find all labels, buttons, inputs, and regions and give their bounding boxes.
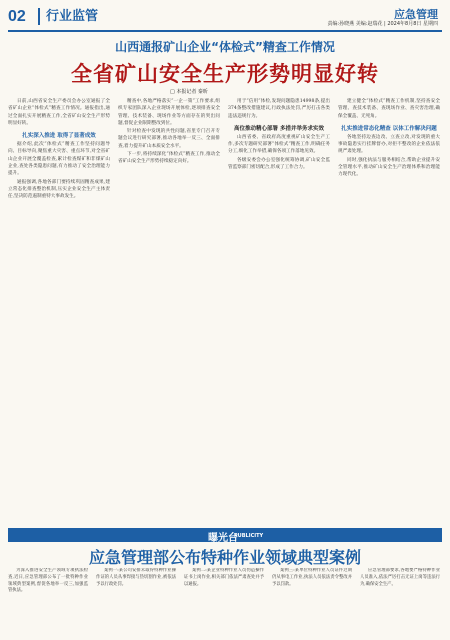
article-column-4 [338, 98, 440, 528]
bottom-body [8, 568, 442, 634]
bottom-column-2 [96, 568, 176, 634]
section-title: 行业监管 [38, 8, 98, 25]
exposure-tag: PUBLICITY [234, 533, 264, 539]
paragraph: 案例三:某单位特种作业人员证件过期仍从事电工作业,执法人员依法责令整改并予以罚款。 [272, 568, 352, 587]
article-column-2 [118, 98, 220, 528]
paragraph: 精查中,各地严格落实“一企一策”工作要求,组织专家团队深入企业现场开展体检,逐项排查安全管理、技术装备、现场作业等方面存在的突出问题,督促企业限期整改到位。 [118, 99, 220, 126]
exposure-title: 曝光台 [208, 533, 238, 544]
issue-meta: 责编:孙晓燕 美编:赵瑞花 | 2024年8月8日 星期四 [327, 21, 438, 27]
article-body [8, 98, 442, 528]
page-header [8, 6, 442, 32]
paragraph: 各级安委会办公室强化统筹协调,矿山安全监管监察部门密切配合,形成了工作合力。 [228, 157, 330, 171]
paragraph: 应急管理部要求,各地要严格特种作业人员准入,依法严厉打击无证上岗等违法行为,确保安全生产。 [360, 568, 440, 587]
paragraph: 各地坚持边查边改、立查立改,对发现的重大事故隐患实行挂牌督办,对拒不整改的企业依法依规严肃处理。 [338, 134, 440, 155]
paragraph: 针对检查中发现的共性问题,省里专门召开专题会议进行研究部署,推动各地举一反三、全面排查,着力提升矿山本质安全水平。 [118, 129, 220, 149]
article-subhead: 山西通报矿山企业“体检式”精查工作情况 [115, 40, 335, 54]
bottom-column-5 [360, 568, 440, 634]
paragraph: 案例一:某公司安排未取得特种作业操作证的人员从事焊接与热切割作业,被依法予以行政处罚。 [96, 568, 176, 587]
exposure-banner [8, 528, 442, 542]
page-number: 02 [8, 8, 26, 25]
paragraph: 用于“信用”体检,发现问题隐患14998条,提出374条整改措施建议,行政执法处罚,严厉打击各类违法违规行为。 [228, 99, 330, 119]
article-headline: 全省矿山安全生产形势明显好转 [71, 61, 379, 86]
paragraph: 建立健全“体检式”精查工作机制,坚持查安全管理、查技术装备、查现场作业、查灾害治理,确保全覆盖、无死角。 [338, 99, 440, 119]
paragraph: 下一步,将持续深化“体检式”精查工作,推动全省矿山安全生产形势持续稳定向好。 [118, 152, 220, 165]
bottom-column-1 [8, 568, 88, 634]
bottom-column-4 [272, 568, 352, 634]
bottom-column-3 [184, 568, 264, 634]
paragraph: 据介绍,此次“体检式”精查工作坚持问题导向、目标导向,聚焦重大灾害、重点环节,对全省矿山企业开展全覆盖检查,累计检查煤矿和非煤矿山企业,查处各类隐患问题,有力推动了安全治理能力提升。 [8, 142, 110, 177]
paragraph: 通报强调,各地各部门要持续巩固精查成果,建立常态化排查整治机制,压实企业安全生产主体责任,坚决防范遏制重特大事故发生。 [8, 179, 110, 200]
article-byline: □ 本报记者 秦昕 [170, 89, 208, 95]
article-column-1 [8, 98, 110, 528]
paragraph: 案例二:某企业特种作业人员伪造操作证书上岗作业,相关部门依法严肃查处并予以通报。 [184, 568, 264, 587]
paragraph: 山西省委、省政府高度重视矿山安全生产工作,多次专题研究部署“体检式”精查工作,明确任务分工,细化工作举措,确保各项工作落地见效。 [228, 134, 330, 155]
section-subheading: 扎实深入推进 取得了显著成效 [22, 133, 96, 140]
section-subheading: 扎实推进常态化精查 以体工作解决问题 [341, 125, 437, 132]
section-subheading: 高位推动精心部署 多措并举务求实效 [234, 125, 324, 132]
newspaper-brand: 应急管理 [394, 8, 438, 21]
bottom-headline: 应急管理部公布特种作业领域典型案例 [88, 548, 361, 567]
article-column-3 [228, 98, 330, 528]
paragraph: 同时,强化执法与服务相结合,帮助企业提升安全管理水平,推动矿山安全生产治理体系和治理能力现代化。 [338, 157, 440, 178]
paragraph: 日前,山西省安全生产委员会办公室通报了全省矿山企业“体检式”精查工作情况。通报指出,通过全面扎实开展精查工作,全省矿山安全生产形势明显好转。 [8, 99, 110, 126]
paragraph: 为深入推进安全生产领域专项执法检查,近日,应急管理部公布了一批特种作业领域典型案例,督促各地举一反三,加强监管执法。 [8, 568, 88, 594]
